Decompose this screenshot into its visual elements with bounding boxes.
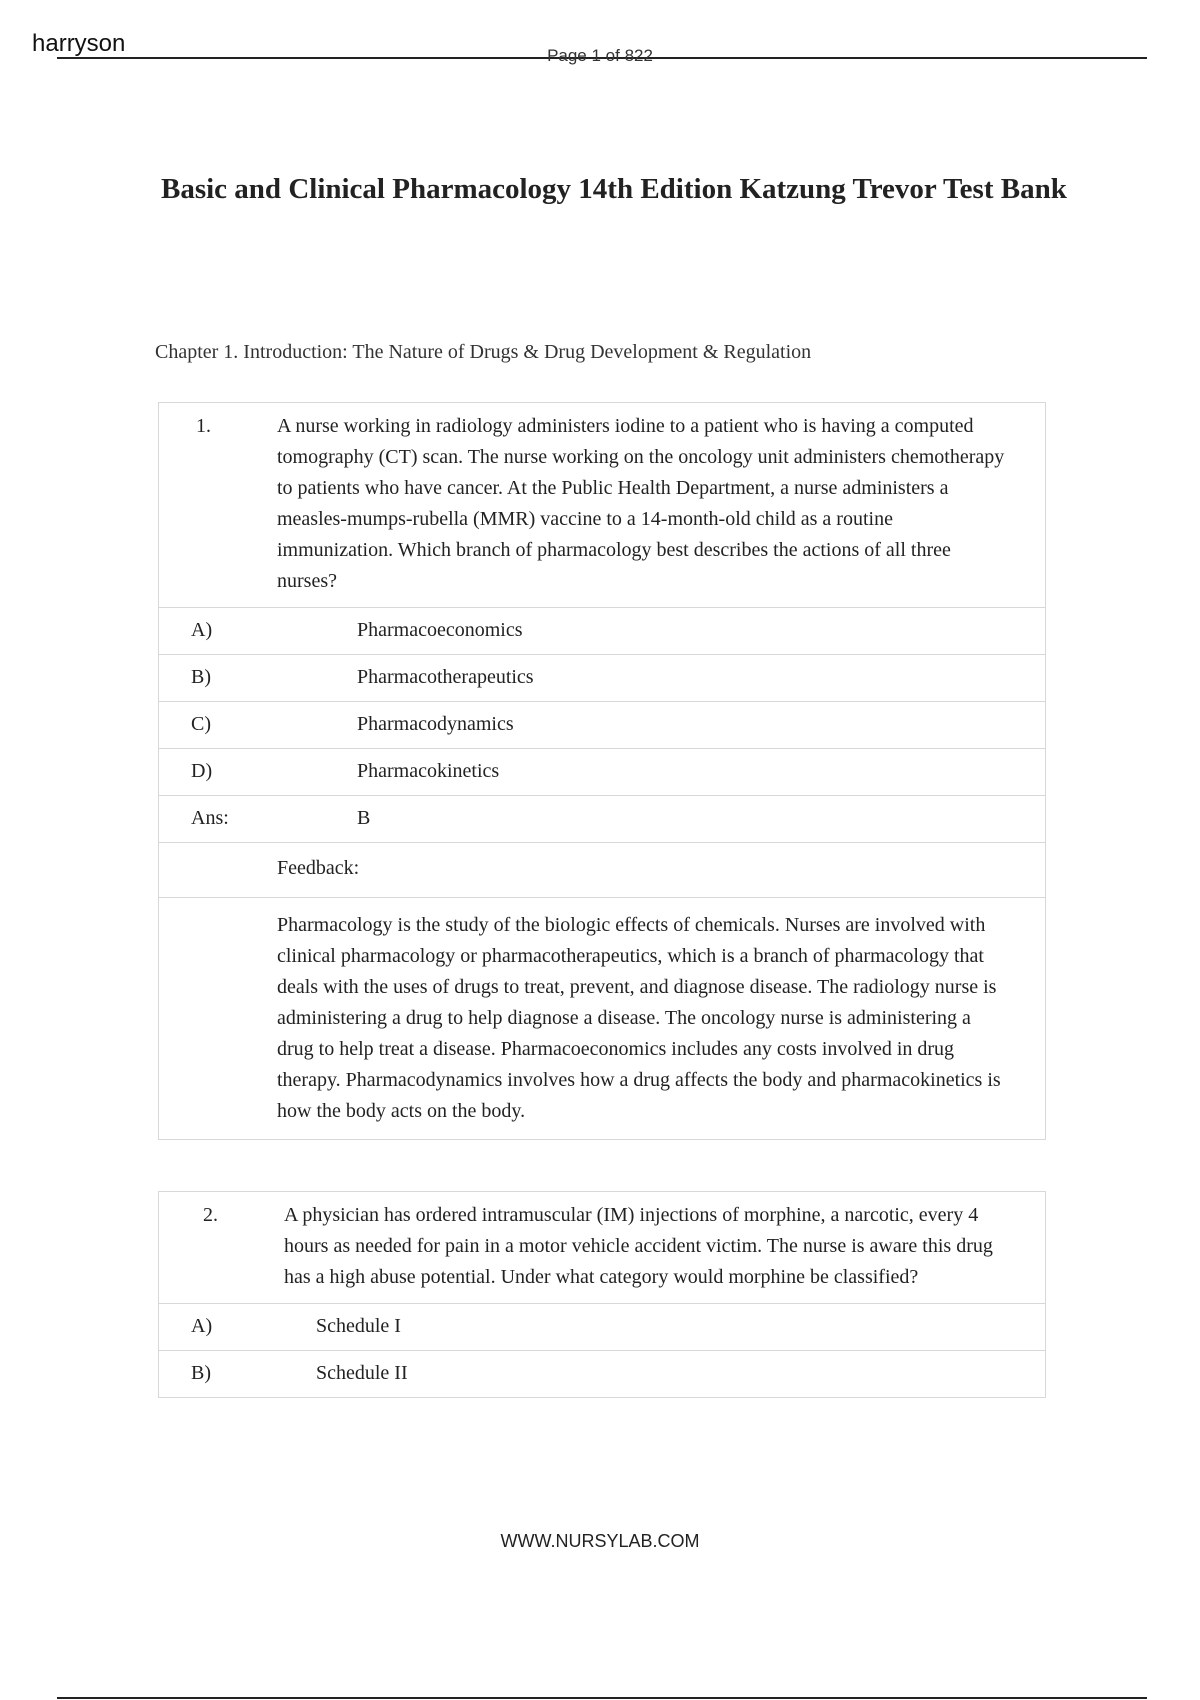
option-text: Pharmacokinetics (357, 760, 500, 782)
option-label: D) (191, 760, 213, 782)
option-row (159, 655, 1045, 702)
question-1-table (158, 402, 1046, 1140)
feedback-row (159, 898, 1045, 1139)
footer-rule (57, 1697, 1147, 1699)
option-label: B) (191, 666, 211, 688)
answer-label: Ans: (191, 807, 229, 829)
option-text: Schedule II (316, 1362, 408, 1384)
option-label: A) (191, 1315, 213, 1337)
option-label: C) (191, 713, 211, 735)
answer-value: B (357, 807, 371, 829)
answer-row (159, 796, 1045, 843)
question-text: A nurse working in radiology administers iodine to a patient who is having a computed tomography (CT) scan. The nurse working on the oncology unit administers chemotherapy to patients who have cancer. At the Public Health Department, a nurse administers a measles-mumps-rubella (MMR) vaccine to a 14-month-old child as a routine immunization. Which branch of pharmacology best describes the actions of all three nurses? (277, 415, 1005, 592)
question-2-table (158, 1191, 1046, 1398)
option-label: B) (191, 1362, 211, 1384)
option-row (159, 1351, 1045, 1397)
question-row (159, 1192, 1045, 1304)
footer-website: WWW.NURSYLAB.COM (500, 1531, 700, 1551)
question-row (159, 403, 1045, 608)
option-text: Pharmacodynamics (357, 713, 514, 735)
feedback-label: Feedback: (277, 857, 360, 879)
document-title: Basic and Clinical Pharmacology 14th Edition Katzung Trevor Test Bank (161, 173, 1067, 205)
option-text: Pharmacoeconomics (357, 619, 523, 641)
chapter-heading: Chapter 1. Introduction: The Nature of Drugs & Drug Development & Regulation (155, 341, 812, 363)
option-text: Schedule I (316, 1315, 401, 1337)
page-number: Page 1 of 822 (547, 46, 653, 65)
option-row (159, 608, 1045, 655)
option-text: Pharmacotherapeutics (357, 666, 534, 688)
option-row (159, 1304, 1045, 1351)
question-text: A physician has ordered intramuscular (IM) injections of morphine, a narcotic, every 4 hours as needed for pain in a motor vehicle accident victim. The nurse is aware this drug has a high abuse potential. Under what category would morphine be classified? (284, 1204, 993, 1288)
feedback-text: Pharmacology is the study of the biologic effects of chemicals. Nurses are involved with clinical pharmacology or pharmacotherapeutics, which is a branch of pharmacology that deals with the uses of drugs to treat, prevent, and diagnose disease. The radiology nurse is administering a drug to help diagnose a disease. The oncology nurse is administering a drug to help treat a disease. Pharmacoeconomics includes any costs involved in drug therapy. Pharmacodynamics involves how a drug affects the body and pharmacokinetics is how the body acts on the body. (277, 914, 1001, 1122)
feedback-label-row (159, 843, 1045, 898)
option-row (159, 702, 1045, 749)
question-number: 2. (203, 1204, 218, 1226)
header-author: harryson (32, 30, 126, 57)
option-row (159, 749, 1045, 796)
question-number: 1. (196, 415, 211, 437)
option-label: A) (191, 619, 213, 641)
